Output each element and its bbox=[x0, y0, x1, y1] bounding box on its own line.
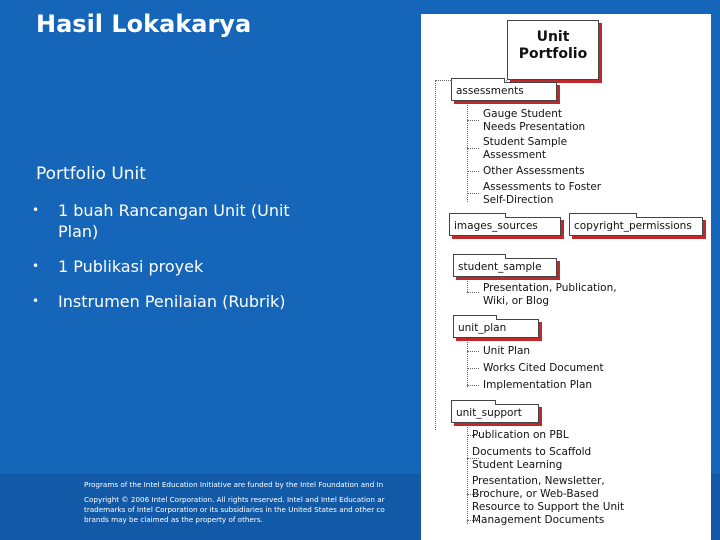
leaf-scaffold-documents: Documents to Scaffold Student Learning bbox=[472, 446, 592, 471]
folder-unit-support: unit_support bbox=[451, 404, 539, 423]
bullet-icon: • bbox=[32, 259, 40, 273]
leaf-management-documents: Management Documents bbox=[472, 514, 605, 526]
footer-copyright-text: Copyright © 2006 Intel Corporation. All rights reserved. Intel and Intel Education ar trademarks of Intel Corporation or its subsidiaries in the United States and other co brands may be claimed as the property of others. bbox=[84, 495, 385, 524]
student-sample-branch-line bbox=[467, 278, 468, 292]
branch-tick bbox=[467, 193, 479, 194]
leaf-presentation-newsletter: Presentation, Newsletter, Brochure, or Web-Based Resource to Support the Unit bbox=[472, 475, 625, 513]
root-unit-portfolio: Unit Portfolio bbox=[507, 20, 599, 80]
leaf-gauge-student-needs: Gauge Student Needs Presentation bbox=[483, 108, 586, 133]
leaf-assessments-self-direction: Assessments to Foster Self-Direction bbox=[483, 181, 602, 206]
slide-title: Hasil Lokakarya bbox=[36, 10, 252, 38]
assessments-branch-line bbox=[467, 102, 468, 202]
branch-tick bbox=[467, 171, 479, 172]
folder-unit-plan: unit_plan bbox=[453, 319, 539, 338]
slide-subtitle: Portfolio Unit bbox=[36, 164, 146, 184]
bullet-item bbox=[32, 200, 332, 242]
unit-plan-branch-line bbox=[467, 339, 468, 387]
bullet-item bbox=[32, 291, 332, 312]
footer-funding-text: Programs of the Intel Education Initiative are funded by the Intel Foundation and In bbox=[84, 480, 384, 489]
bullet-icon: • bbox=[32, 203, 40, 217]
branch-tick bbox=[467, 292, 479, 293]
leaf-works-cited: Works Cited Document bbox=[483, 362, 604, 374]
bullet-icon: • bbox=[32, 294, 40, 308]
bullet-item bbox=[32, 256, 332, 277]
leaf-presentation-publication: Presentation, Publication, Wiki, or Blog bbox=[483, 282, 617, 307]
folder-student-sample: student_sample bbox=[453, 258, 557, 277]
leaf-student-sample-assessment: Student Sample Assessment bbox=[483, 136, 568, 161]
leaf-implementation-plan: Implementation Plan bbox=[483, 379, 593, 391]
folder-copyright-permissions: copyright_permissions bbox=[569, 217, 703, 236]
leaf-unit-plan: Unit Plan bbox=[483, 345, 531, 357]
leaf-other-assessments: Other Assessments bbox=[483, 165, 585, 177]
folder-assessments: assessments bbox=[451, 82, 557, 101]
bullet-list bbox=[32, 200, 332, 326]
trunk-line bbox=[435, 80, 436, 430]
branch-tick bbox=[467, 148, 479, 149]
branch-tick bbox=[467, 385, 479, 386]
leaf-publication-pbl: Publication on PBL bbox=[472, 429, 569, 441]
bullet-text: Instrumen Penilaian (Rubrik) bbox=[58, 292, 286, 311]
branch-tick bbox=[467, 351, 479, 352]
branch-tick bbox=[467, 120, 479, 121]
bullet-text: 1 buah Rancangan Unit (Unit Plan) bbox=[58, 201, 290, 241]
branch-tick bbox=[467, 368, 479, 369]
unit-support-branch-line bbox=[467, 424, 468, 524]
folder-images-sources: images_sources bbox=[449, 217, 561, 236]
portfolio-diagram bbox=[421, 14, 711, 540]
bullet-text: 1 Publikasi proyek bbox=[58, 257, 204, 276]
